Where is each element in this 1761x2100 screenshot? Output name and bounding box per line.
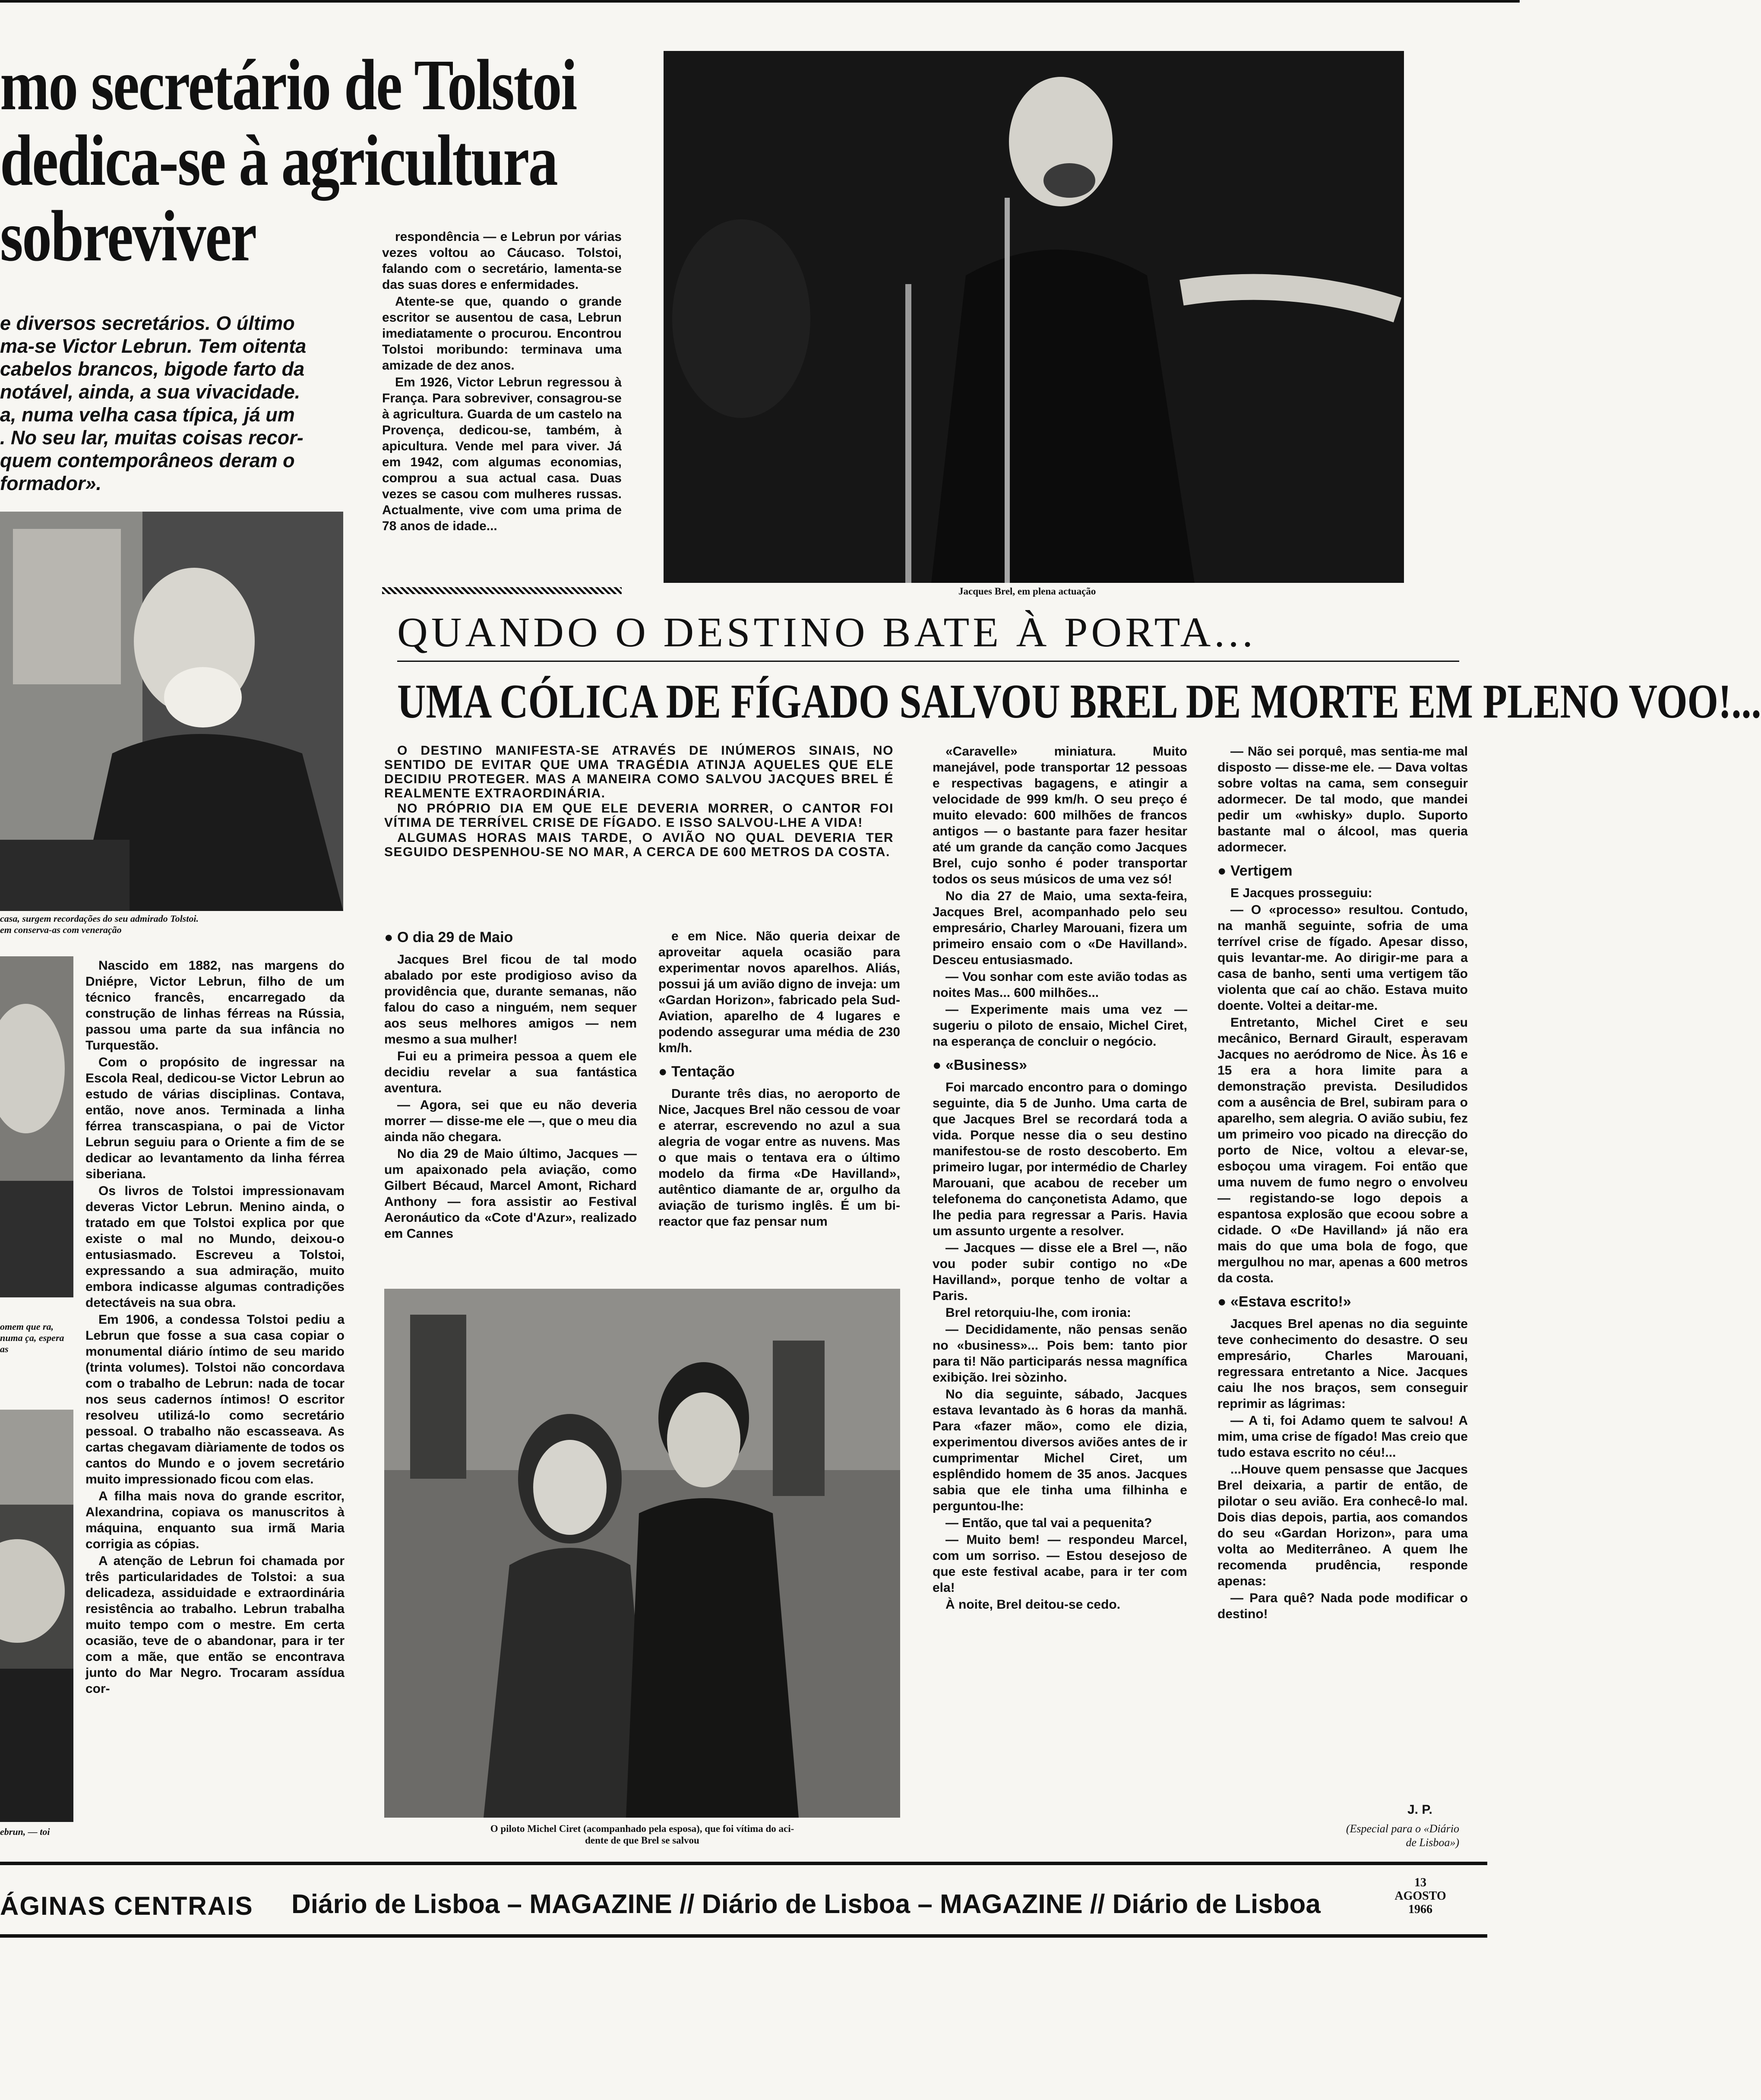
couple-photo-illustration bbox=[384, 1289, 900, 1818]
body-paragraph: — Não sei porquê, mas sentia-me mal disposto — disse-me ele. — Dava voltas sobre voltas na cama, sem conseguir adormecer. De tal modo, que mandei pedir um «whisky» duplo. Suporto bastante mal o álcool, mas queria adormecer. bbox=[1217, 744, 1468, 854]
brel-kicker: QUANDO O DESTINO BATE À PORTA... bbox=[397, 609, 1256, 656]
credit bbox=[1252, 1822, 1459, 1850]
footer-section-label: ÁGINAS CENTRAIS bbox=[0, 1891, 253, 1920]
headline-line-2: dedica-se à agricultura bbox=[0, 120, 557, 201]
lebrun-archive-photo bbox=[0, 956, 73, 1297]
footer-masthead: Diário de Lisboa – MAGAZINE // Diário de Lisboa – MAGAZINE // Diário de Lisboa bbox=[291, 1889, 1321, 1919]
body-paragraph: Em 1926, Victor Lebrun regressou à França. Para sobreviver, consagrou-se à agricultura. Guarda de um castelo na Provença, dedicou-se, também, à apicultura. Vende mel para viver. Já em 1942, com algumas economias, comprou a sua actual casa. Duas vezes se casou com mulheres russas. Actualmente, vive com uma prima de 78 anos de idade... bbox=[382, 375, 622, 533]
body-paragraph: Com o propósito de ingressar na Escola Real, dedicou-se Victor Lebrun ao estudo de várias disciplinas. Contava, então, nove anos. Terminada a linha férrea transcaspiana, o pai de Victor Lebrun seguiu para o Oriente a fim de se dedicar ao levantamento da linha férrea siberiana. bbox=[85, 1055, 345, 1181]
top-rule bbox=[0, 0, 1520, 3]
body-paragraph: A atenção de Lebrun foi chamada por três particularidades de Tolstoi: a sua delicadeza, assiduidade e extraordinária resistência ao trabalho. Lebrun trabalha muito tempo com o mestre. Em certa ocasião, teve de o abandonar, para ir ter com a mãe, que então se encontrava junto do Mar Negro. Trocaram assídua cor- bbox=[85, 1554, 345, 1696]
couple-photo-caption bbox=[384, 1823, 900, 1846]
body-paragraph: À noite, Brel deitou-se cedo. bbox=[945, 1597, 1121, 1612]
body-paragraph: «Caravelle» miniatura. Muito manejável, pode transportar 12 pessoas e respectivas bagagens, e atingir a velocidade de 999 km/h. O seu preço é muito elevado: 600 milhões de francos antigos — o bastante para fazer hesitar até um grande da canção como Jacques Brel, cujo sonho é poder transportar todos os seus músicos de uma vez só! bbox=[933, 744, 1187, 886]
body-paragraph: A filha mais nova do grande escritor, Alexandrina, copiava os manuscritos à máquina, enquanto sua irmã Maria corrigia as cópias. bbox=[85, 1489, 345, 1551]
intro-paragraph: ALGUMAS HORAS MAIS TARDE, O AVIÃO NO QUAL DEVERIA TER SEGUIDO DESPENHOU-SE NO MAR, A CERCA DE 600 METROS DA COSTA. bbox=[384, 831, 894, 859]
body-paragraph: Durante três dias, no aeroporto de Nice, Jacques Brel não cessou de voar e aterrar, escrevendo no azul a sua alegria de vogar entre as nuvens. Mas o que mais o tentava era o último modelo da firma «De Havilland», autêntico diamante de ar, orgulho da aviação de turismo inglês. É um bi-reactor que faz pensar num bbox=[658, 1087, 900, 1229]
body-paragraph: respondência — e Lebrun por várias vezes voltou ao Cáucaso. Tolstoi, falando com o secretário, lamenta-se das suas dores e enfermidades. bbox=[382, 230, 622, 292]
lead-line: . No seu lar, muitas coisas recor- bbox=[0, 427, 304, 449]
subhead-estava-escrito: ● «Estava escrito!» bbox=[1217, 1294, 1351, 1310]
kicker-rule bbox=[397, 661, 1459, 662]
brel-headline: UMA CÓLICA DE FÍGADO SALVOU BREL DE MORTE EM PLENO VOO!... bbox=[397, 675, 1761, 728]
body-paragraph: — Então, que tal vai a pequenita? bbox=[945, 1516, 1152, 1530]
body-paragraph: — Agora, sei que eu não deveria morrer — disse-me ele —, que o meu dia ainda não chegara. bbox=[384, 1098, 637, 1144]
tolstoi-continuation-column bbox=[382, 229, 622, 581]
garden-photo-caption: ebrun, — toi bbox=[0, 1826, 50, 1837]
brel-intro bbox=[384, 743, 894, 860]
lebrun-portrait-photo bbox=[0, 512, 343, 911]
body-paragraph: Nascido em 1882, nas margens do Dniépre, Victor Lebrun, filho de um técnico francês, encarregado da construção de linhas férreas na Rússia, passou uma parte da sua infância no Turquestão. bbox=[85, 958, 345, 1053]
brel-column-4 bbox=[1217, 743, 1468, 1797]
date-day: 13 bbox=[1414, 1876, 1426, 1889]
body-paragraph: ...Houve quem pensasse que Jacques Brel deixaria, a partir de então, de pilotar o seu avião. Era conhecê-lo mal. Dois dias depois, partia, aos comandos do seu «Gardan Horizon», para uma volta ao Mediterrâneo. A quem lhe recomenda prudência, responde apenas: bbox=[1217, 1462, 1468, 1588]
body-paragraph: — O «processo» resultou. Contudo, na manhã seguinte, sofria de uma terrível crise de fígado. Apesar disso, quis levantar-me. Ao dirigir-me para a casa de banho, senti uma vertigem tão violenta que caí ao chão. Estava muito doente. Voltei a deitar-me. bbox=[1217, 903, 1468, 1013]
archive-photo-caption: omem que ra, numa ça, espera as bbox=[0, 1321, 64, 1354]
subhead-business: ● «Business» bbox=[933, 1057, 1027, 1073]
footer-rule-bottom bbox=[0, 1934, 1487, 1938]
lead-line: ma-se Victor Lebrun. Tem oitenta bbox=[0, 335, 307, 357]
brel-stage-illustration bbox=[664, 51, 1404, 583]
body-paragraph: e em Nice. Não queria deixar de aproveitar aquela ocasião para experimentar novos aparelhos. Aliás, possui já um avião digno de inveja: um «Gardan Horizon», fabricado pela Sud-Aviation, aparelho de 4 lugares e podendo assegurar uma média de 230 km/h. bbox=[658, 929, 900, 1055]
intro-paragraph: O DESTINO MANIFESTA-SE ATRAVÉS DE INÚMEROS SINAIS, NO SENTIDO DE EVITAR QUE UMA TRAGÉDIA ATINJA AQUELES QUE ELE DECIDIU PROTEGER. MAS A MANEIRA COMO SALVOU JACQUES BREL É REALMENTE EXTRAORDINÁRIA. bbox=[384, 743, 894, 800]
body-paragraph: Atente-se que, quando o grande escritor se ausentou de casa, Lebrun imediatamente o procurou. Encontrou Tolstoi moribundo: terminava uma amizade de dez anos. bbox=[382, 294, 622, 373]
lead-line: notável, ainda, a sua vivacidade. bbox=[0, 381, 300, 403]
headline-line-1: mo secretário de Tolstoi bbox=[0, 45, 576, 125]
credit-line-2: de Lisboa») bbox=[1406, 1836, 1459, 1849]
tolstoi-lead bbox=[0, 312, 341, 495]
tolstoi-body-column bbox=[85, 958, 345, 1853]
body-paragraph: — Para quê? Nada pode modificar o destino! bbox=[1217, 1591, 1468, 1621]
footer-rule-top bbox=[0, 1862, 1487, 1865]
lebrun-portrait-illustration bbox=[0, 512, 343, 911]
garden-photo-illustration bbox=[0, 1410, 73, 1822]
lebrun-garden-photo bbox=[0, 1410, 73, 1822]
body-paragraph: No dia 29 de Maio último, Jacques — um apaixonado pela aviação, como Gilbert Bécaud, Marcel Amont, Richard Anthony — fora assistir ao Festival Aeronáutico da «Cote d'Azur», realizado em Cannes bbox=[384, 1147, 637, 1241]
body-paragraph: — Experimente mais uma vez — sugeriu o piloto de ensaio, Michel Ciret, na esperança de concluir o negócio. bbox=[933, 1003, 1187, 1049]
subhead-vertigem: ● Vertigem bbox=[1217, 863, 1293, 879]
ciret-couple-photo bbox=[384, 1289, 900, 1818]
subhead-29-maio: ● O dia 29 de Maio bbox=[384, 929, 513, 946]
lead-line: a, numa velha casa típica, já um bbox=[0, 404, 295, 426]
lead-line: quem contemporâneos deram o bbox=[0, 449, 295, 471]
brel-column-3 bbox=[933, 743, 1187, 1851]
archive-photo-illustration bbox=[0, 956, 73, 1297]
body-paragraph: Jacques Brel apenas no dia seguinte teve conhecimento do desastre. O seu empresário, Charles Marouani, regressara entretanto a Nice. Jacques caiu lhe nos braços, sem conseguir reprimir as lágrimas: bbox=[1217, 1317, 1468, 1411]
body-paragraph: — Jacques — disse ele a Brel —, não vou poder subir contigo no «De Havilland», porque tenho de voltar a Paris. bbox=[933, 1241, 1187, 1303]
body-paragraph: Os livros de Tolstoi impressionavam deveras Victor Lebrun. Menino ainda, o tratado em que Tolstoi explica por que existe o mal no Mundo, deixou-o entusiasmado. Escreveu a Tolstoi, expressando a sua admiração, muito embora indicasse algumas contradições detectáveis na sua obra. bbox=[85, 1184, 345, 1310]
credit-line-1: (Especial para o «Diário bbox=[1346, 1822, 1459, 1835]
brel-stage-photo bbox=[664, 51, 1404, 583]
body-paragraph: No dia seguinte, sábado, Jacques estava levantado às 6 horas da manhã. Para «fazer mão», como ele dizia, experimentou diversos aviões antes de ir cumprimentar Michel Ciret, um esplêndido homem de 35 anos. Jacques sabia que ele tinha uma filhinha e perguntou-lhe: bbox=[933, 1387, 1187, 1513]
body-paragraph: E Jacques prosseguiu: bbox=[1230, 886, 1372, 900]
body-paragraph: — Decididamente, não pensas senão no «business»... Pois bem: tanto pior para ti! Não participarás nessa magnífica exibição. Irei sòzinho. bbox=[933, 1322, 1187, 1385]
body-paragraph: Jacques Brel ficou de tal modo abalado por este prodigioso aviso da providência que, durante semanas, não falou do caso a ninguém, nem sequer aos seus melhores amigos — nem mesmo a sua mulher! bbox=[384, 952, 637, 1047]
couple-caption-line-2: dente de que Brel se salvou bbox=[585, 1835, 699, 1846]
brel-stage-caption: Jacques Brel, em plena actuação bbox=[958, 586, 1096, 597]
lebrun-portrait-caption bbox=[0, 913, 343, 936]
body-paragraph: Brel retorquiu-lhe, com ironia: bbox=[945, 1306, 1132, 1320]
body-paragraph: Em 1906, a condessa Tolstoi pediu a Lebrun que fosse a sua casa copiar o monumental diário íntimo de seu marido (trinta volumes). Tolstoi não concordava com o trabalho de Lebrun: nada de tocar nos seus cadernos íntimos! O escritor resolveu utilizá-lo como secretário pessoal. O trabalho não escasseava. As cartas chegavam diàriamente de todos os cantos do Mundo e o jovem secretário muito impressionado ficou com elas. bbox=[85, 1312, 345, 1486]
body-paragraph: Fui eu a primeira pessoa a quem ele decidiu revelar a sua fantástica aventura. bbox=[384, 1049, 637, 1095]
headline-line-3: sobreviver bbox=[0, 196, 256, 276]
brel-column-2 bbox=[658, 928, 900, 1284]
lead-line: e diversos secretários. O último bbox=[0, 312, 295, 334]
brel-column-1 bbox=[384, 922, 637, 1284]
body-paragraph: Foi marcado encontro para o domingo seguinte, dia 5 de Junho. Uma carta de que Jacques Brel se recordará toda a vida. Porque nesse dia o seu destino manifestou-se de rosto descoberto. Em primeiro lugar, por intermédio de Charley Marouani, que acabou de receber um telefonema do cançonetista Adamo, que lhe pedia para regressar a Paris. Havia um assunto urgente a resolver. bbox=[933, 1080, 1187, 1238]
date-year: 1966 bbox=[1408, 1903, 1432, 1916]
lead-line: formador». bbox=[0, 472, 102, 494]
body-paragraph: — Vou sonhar com este avião todas as noites Mas... 600 milhões... bbox=[933, 970, 1187, 1000]
subhead-tentacao: ● Tentação bbox=[658, 1063, 735, 1080]
footer-date bbox=[1382, 1876, 1459, 1916]
lead-line: cabelos brancos, bigode farto da bbox=[0, 358, 305, 380]
intro-paragraph: NO PRÓPRIO DIA EM QUE ELE DEVERIA MORRER, O CANTOR FOI VÍTIMA DE TERRÍVEL CRISE DE FÍGADO. E ISSO SALVOU-LHE A VIDA! bbox=[384, 801, 894, 830]
date-month: AGOSTO bbox=[1394, 1889, 1446, 1903]
couple-caption-line-1: O piloto Michel Ciret (acompanhado pela esposa), que foi vítima do aci- bbox=[490, 1823, 794, 1834]
signature: J. P. bbox=[1407, 1803, 1432, 1817]
body-paragraph: — Muito bem! — respondeu Marcel, com um sorriso. — Estou desejoso de que este festival acabe, para ir ter com ela! bbox=[933, 1533, 1187, 1595]
body-paragraph: No dia 27 de Maio, uma sexta-feira, Jacques Brel, acompanhado pelo seu empresário, Charley Marouani, fizera um primeiro ensaio com o «De Havilland». Desceu entusiasmado. bbox=[933, 889, 1187, 967]
body-paragraph: Entretanto, Michel Ciret e seu mecânico, Bernard Girault, esperavam Jacques no aeródromo de Nice. Às 16 e 15 era a hora limite para a demonstração prevista. Desiludidos com a ausência de Brel, subiram para o aparelho, sem alegria. O avião subiu, fez um primeiro voo picado na direcção do porto de Nice, voltou a elevar-se, esboçou uma viragem. Foi então que uma nuvem de fumo negro o envolveu — registando-se logo depois a espantosa explosão que ecoou sobre a cidade. O «De Havilland» já não era mais do que uma bola de fogo, que mergulhou no mar, apenas a 600 metros da costa. bbox=[1217, 1015, 1468, 1285]
caption-line-2: em conserva-as com veneração bbox=[0, 924, 122, 935]
decorative-border-strip bbox=[382, 587, 622, 594]
caption-line-1: casa, surgem recordações do seu admirado Tolstoi. bbox=[0, 913, 199, 924]
body-paragraph: — A ti, foi Adamo quem te salvou! A mim, uma crise de fígado! Mas creio que tudo estava escrito no céu!... bbox=[1217, 1414, 1468, 1460]
